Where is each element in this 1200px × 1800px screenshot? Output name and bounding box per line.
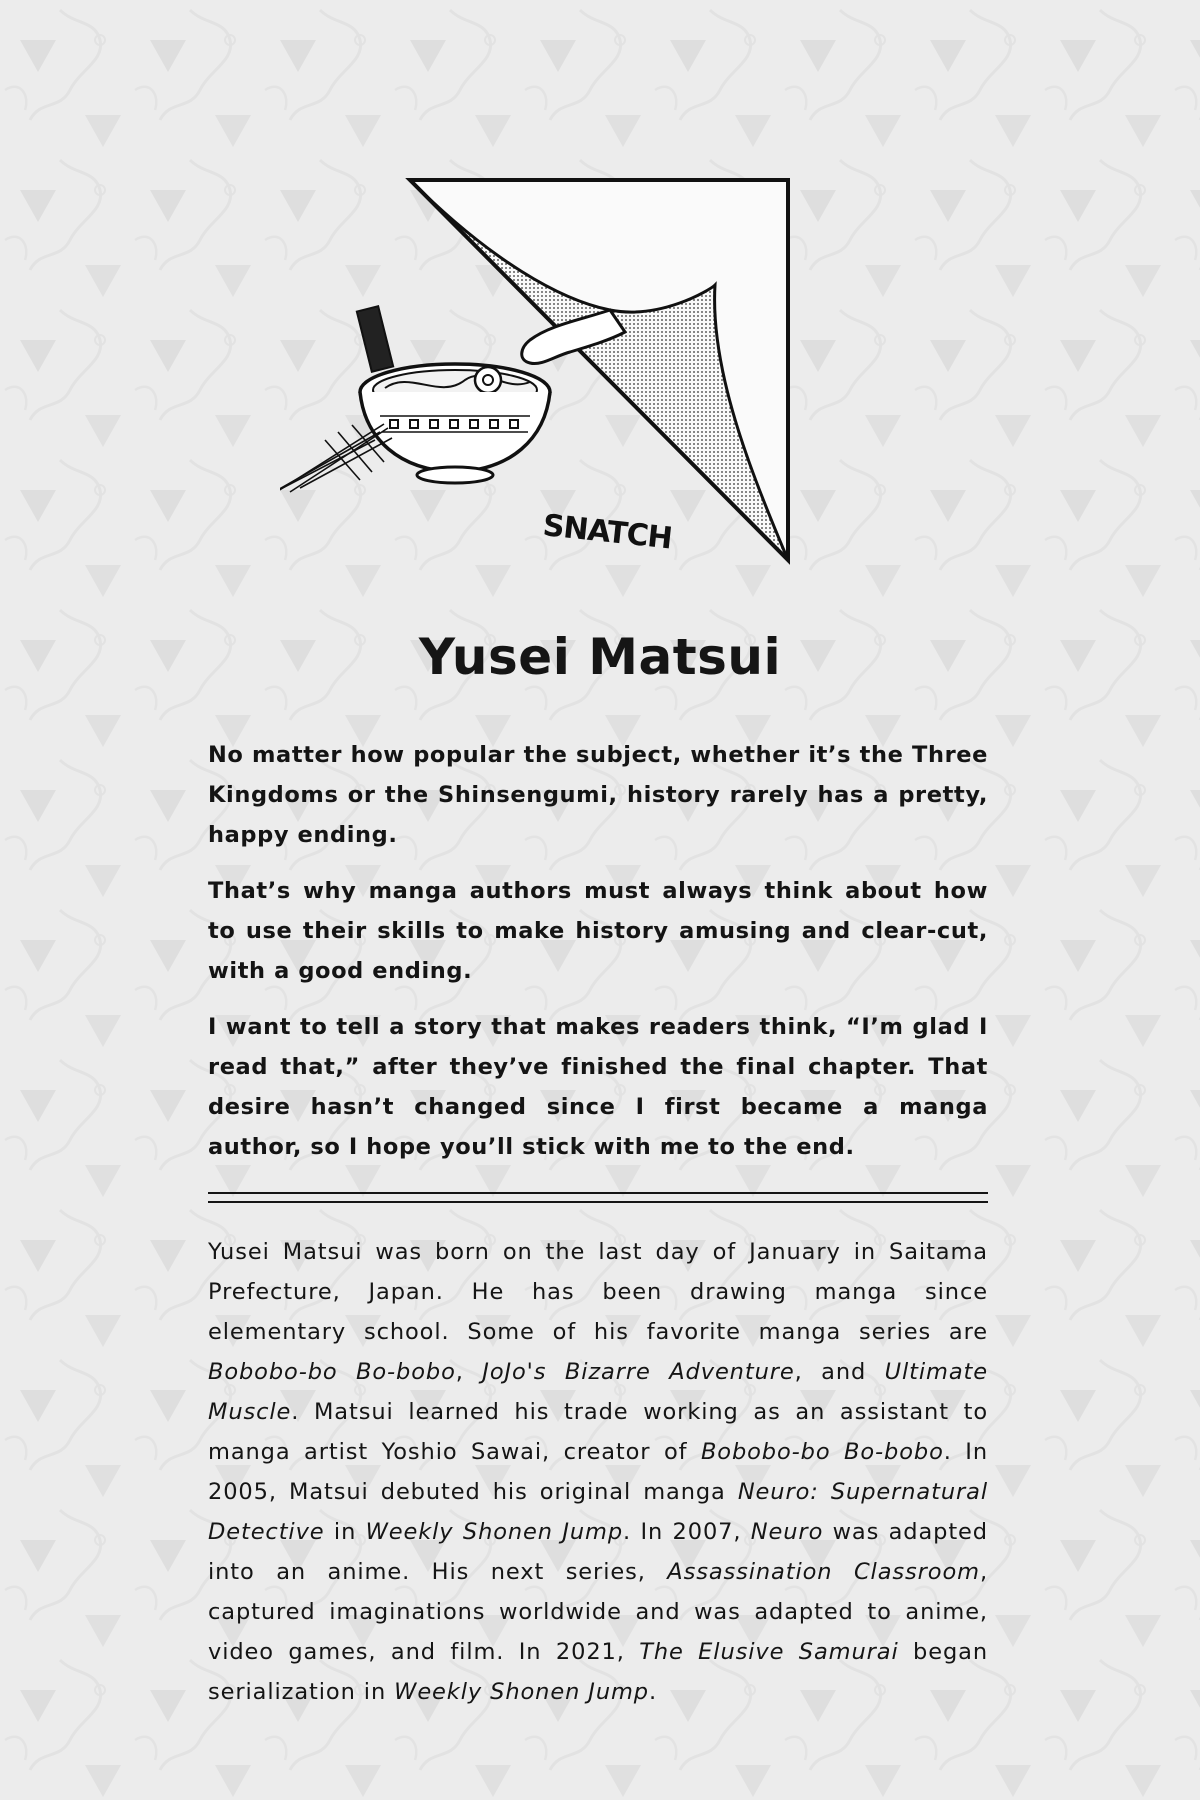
title-italic: Weekly Shonen Jump xyxy=(394,1679,649,1705)
author-biography: Yusei Matsui was born on the last day of January in Saitama Prefecture, Japan. He has been drawing manga since elementary school. Some of his favorite manga series are Bobobo-bo Bo-bobo, JoJo's Bizarre Adventure, and Ultimate Muscle. Matsui learned his trade working as an assistant to manga artist Yoshio Sawai, creator of Bobobo-bo Bo-bobo. In 2005, Matsui debuted his original manga Neuro: Supernatural Detective in Weekly Shonen Jump. In 2007, Neuro was adapted into an anime. His next series, Assassination Classroom, captured imaginations worldwide and was adapted to anime, video games, and film. In 2021, The Elusive Samurai began serialization in Weekly Shonen Jump. xyxy=(208,1239,989,1705)
title-italic: Neuro xyxy=(750,1519,824,1545)
title-italic: Ultimate Muscle xyxy=(208,1359,989,1425)
title-italic: Weekly Shonen Jump xyxy=(365,1519,624,1545)
title-italic: Bobobo-bo Bo-bobo xyxy=(208,1359,456,1385)
comment-paragraph: I want to tell a story that makes readers think, “I’m glad I read that,” after they’ve finished the final chapter. That desire hasn’t changed since I first became a manga author, so I hope you’ll stick with me to the end. xyxy=(208,1014,988,1160)
double-rule-divider xyxy=(208,1192,988,1203)
title-italic: JoJo's Bizarre Adventure xyxy=(482,1359,795,1385)
author-comment xyxy=(208,735,988,1183)
sfx-snatch-text: SNATCH xyxy=(541,508,674,557)
title-italic: Assassination Classroom xyxy=(667,1559,980,1585)
title-italic: Bobobo-bo Bo-bobo xyxy=(700,1439,944,1465)
author-name-heading: Yusei Matsui xyxy=(418,628,782,686)
title-italic: Neuro: Supernatural Detective xyxy=(208,1479,988,1545)
ramen-snatch-illustration xyxy=(280,170,800,570)
comment-paragraph: That’s why manga authors must always think about how to use their skills to make history amusing and clear-cut, with a good ending. xyxy=(208,878,988,984)
comment-paragraph: No matter how popular the subject, whether it’s the Three Kingdoms or the Shinsengumi, history rarely has a pretty, happy ending. xyxy=(208,742,988,848)
title-italic: The Elusive Samurai xyxy=(639,1639,899,1665)
